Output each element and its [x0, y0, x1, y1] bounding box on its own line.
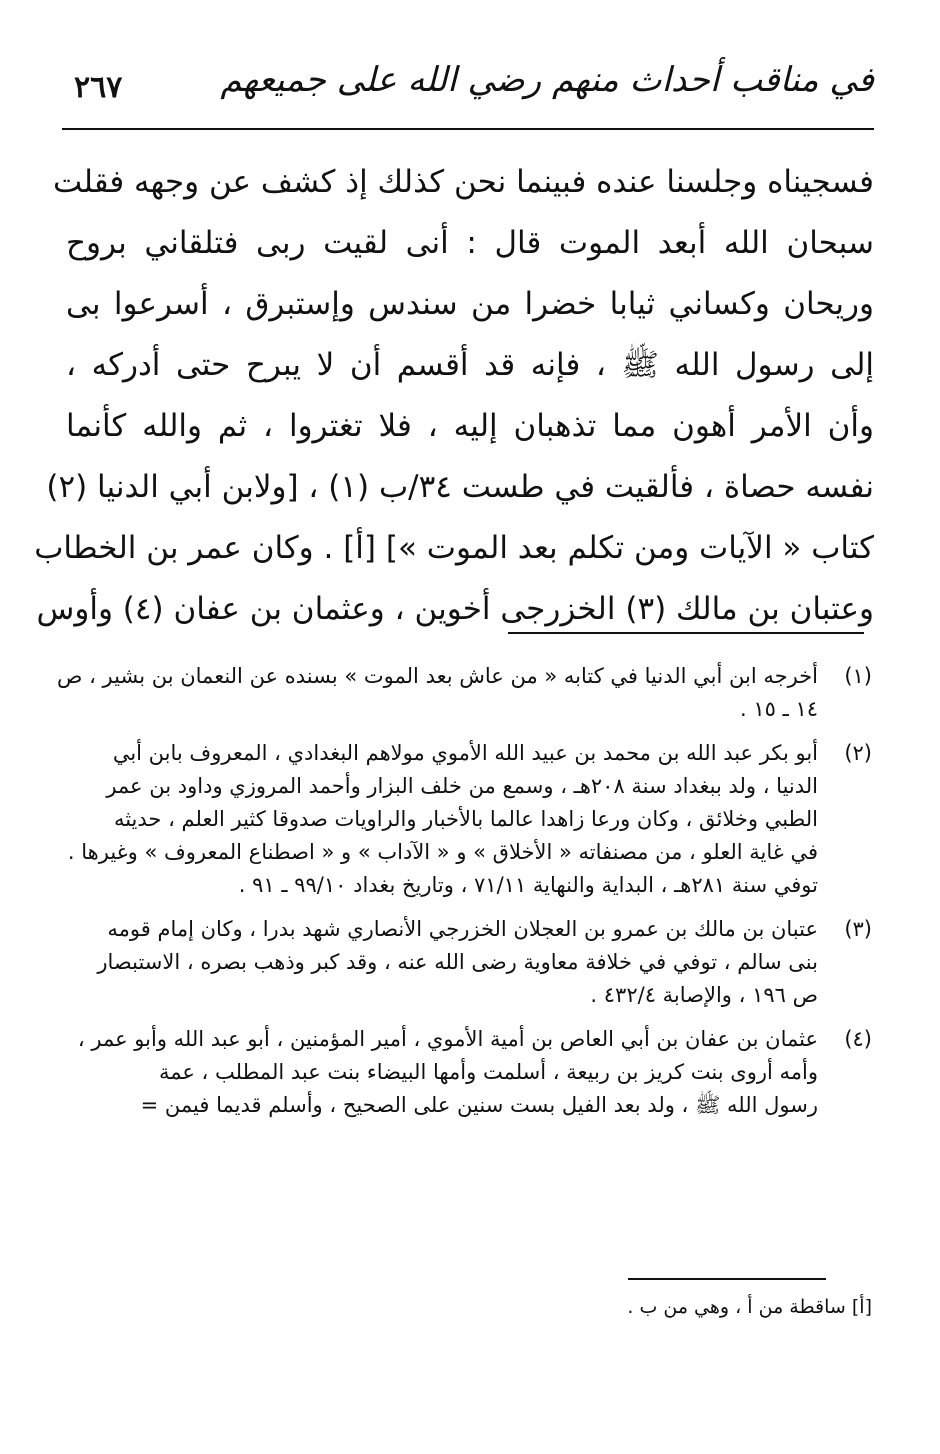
footnote-number: (٤) — [844, 1027, 872, 1051]
footnote-body — [57, 660, 818, 726]
main-text-line: سبحان الله أبعد الموت قال : أنى لقيت ربى فتلقاني بروح — [66, 225, 874, 261]
editor-note-separator — [628, 1278, 826, 1280]
footnote-body — [66, 1023, 818, 1122]
footnote-line: توفي سنة ٢٨١هـ ، البداية والنهاية ٧١/١١ ، وتاريخ بغداد ٩٩/١٠ ـ ٩١ . — [238, 873, 818, 897]
footnote-2 — [66, 737, 872, 902]
footnote-body — [66, 913, 818, 1012]
footnote-line: عثمان بن عفان بن أبي العاص بن أمية الأموي ، أمير المؤمنين ، أبو عبد الله وأبو عمر ، — [77, 1027, 818, 1051]
footnote-3 — [66, 913, 872, 1012]
header-title: في مناقب أحداث منهم رضي الله على جميعهم — [220, 60, 874, 100]
footnote-number: (٣) — [844, 917, 872, 941]
main-text-line: كتاب « الآيات ومن تكلم بعد الموت »] [أ] . وكان عمر بن الخطاب — [34, 530, 874, 566]
footnote-line: الطبي وخلائق ، وكان ورعا زاهدا عالما بالأخبار والراويات صدوقا كثير العلم ، حديثه — [113, 807, 818, 831]
footnote-line: أبو بكر عبد الله بن محمد بن عبيد الله الأموي مولاهم البغدادي ، المعروف بابن أبي — [112, 741, 818, 765]
footnote-number: (٢) — [844, 741, 872, 765]
footnote-4 — [66, 1023, 872, 1122]
main-text — [34, 152, 874, 640]
footnote-line: أخرجه ابن أبي الدنيا في كتابه « من عاش بعد الموت » بسنده عن النعمان بن بشير ، ص — [57, 664, 818, 688]
footnote-line: في غاية العلو ، من مصنفاته « الأخلاق » و « الآداب » و « اصطناع المعروف » وغيرها . — [67, 840, 818, 864]
footnote-number: (١) — [844, 664, 872, 688]
page-header — [62, 58, 874, 128]
footnote-line: ١٤ ـ ١٥ . — [740, 697, 818, 721]
main-text-line: نفسه حصاة ، فألقيت في طست ٣٤/ب (١) ، [ولابن أبي الدنيا (٢) — [46, 469, 874, 505]
footnote-1 — [57, 660, 872, 726]
main-text-line: وريحان وكساني ثيابا خضرا من سندس وإستبرق ، أسرعوا بى — [66, 286, 874, 322]
footnotes — [57, 660, 872, 1133]
footnote-line: رسول الله ﷺ ، ولد بعد الفيل بست سنين على الصحيح ، وأسلم قديما فيمن = — [140, 1093, 818, 1117]
main-text-line: وعتبان بن مالك (٣) الخزرجى أخوين ، وعثمان بن عفان (٤) وأوس — [36, 591, 874, 627]
main-text-line: فسجيناه وجلسنا عنده فبينما نحن كذلك إذ كشف عن وجهه فقلت — [53, 164, 874, 200]
main-text-line: وأن الأمر أهون مما تذهبان إليه ، فلا تغتروا ، ثم والله كأنما — [66, 408, 874, 444]
page-number: ٢٦٧ — [74, 70, 123, 105]
editor-note: [أ] ساقطة من أ ، وهي من ب . — [627, 1296, 872, 1318]
main-text-line: إلى رسول الله ﷺ ، فإنه قد أقسم أن لا يبرح حتى أدركه ، — [66, 347, 874, 383]
header-rule — [62, 128, 874, 130]
footnote-line: الدنيا ، ولد ببغداد سنة ٢٠٨هـ ، وسمع من خلف البزار وأحمد المروزي وداود بن عمر — [106, 774, 818, 798]
footnote-body — [66, 737, 818, 902]
footnote-line: عتبان بن مالك بن عمرو بن العجلان الخزرجي الأنصاري شهد بدرا ، وكان إمام قومه — [107, 917, 818, 941]
footnote-separator — [508, 632, 864, 634]
footnote-line: بنى سالم ، توفي في خلافة معاوية رضى الله عنه ، وقد كبر وذهب بصره ، الاستبصار — [97, 950, 818, 974]
footnote-line: وأمه أروى بنت كريز بن ربيعة ، أسلمت وأمها البيضاء بنت عبد المطلب ، عمة — [158, 1060, 818, 1084]
footnote-line: ص ١٩٦ ، والإصابة ٤٣٢/٤ . — [590, 983, 818, 1007]
